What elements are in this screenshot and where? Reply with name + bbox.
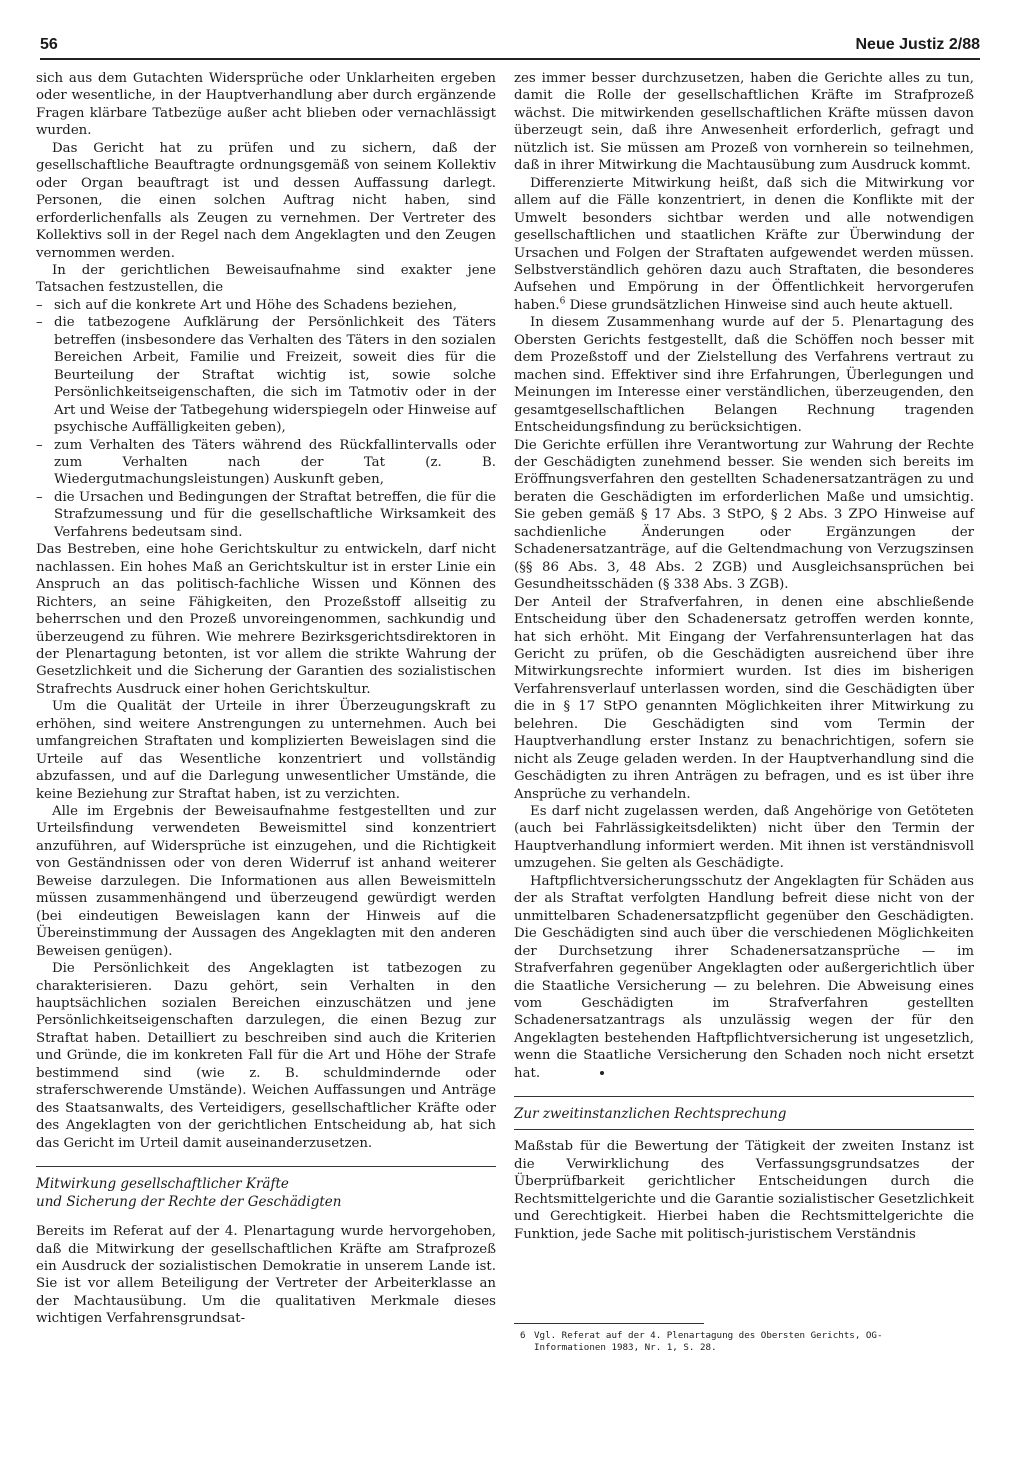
paragraph: Der Anteil der Strafverfahren, in denen eine abschließende Entscheidung über den Schadenersatz getroffen werden konnte, hat sich erhöht. Mit Eingang der Verfahrensunterlagen hat das Gericht zu prüfen, ob die Geschädigten ausreichend über ihre Mitwirkungsrechte informiert wurden. Ist dies im bisherigen Verfahrensverlauf unterlassen worden, sind die Geschädigten über die in § 17 StPO genannten Möglichkeiten ihrer Mitwirkung zu belehren. Die Geschädigten sind vom Termin der Hauptverhandlung erster Instanz zu benachrichtigen, sofern sie nicht als Zeuge geladen werden. In der Hauptverhandlung sind die Geschädigten zu ihren Anträgen zu befragen, und es ist über ihre Ansprüche zu verhandeln. <box>514 594 974 802</box>
section-heading-line: Zur zweitinstanzlichen Rechtsprechung <box>514 1106 787 1123</box>
footnote <box>520 1330 980 1354</box>
paragraph: In diesem Zusammenhang wurde auf der 5. Plenartagung des Obersten Gerichts festgestellt, daß die Schöffen noch besser mit dem Prozeßstoff und der Zielstellung des Verfahrens vertraut zu machen sind. Effektiver sind ihre Erfahrungen, Überlegungen und Meinungen im Interesse einer verständlichen, überzeugenden, den gesamtgesellschaftlichen Belangen Rechnung tragenden Entscheidungsfindung zu berücksichtigen. <box>514 315 974 436</box>
paragraph: Die Persönlichkeit des Angeklagten ist tatbezogen zu charakterisieren. Dazu gehört, sein Verhalten in den hauptsächlichen sozialen Bereichen einzuschätzen und jene Persönlichkeitseigenschaften darzulegen, die einen Bezug zur Straftat haben. Detailliert zu beschreiben sind auch die Kriterien und Gründe, die im konkreten Fall für die Art und Höhe der Strafe bestimmend sind (wie z. B. schuldmindernde oder straferschwerende Umstände). Weichen Auffassungen und Anträge des Staatsanwalts, des Verteidigers, gesellschaftlicher Kräfte oder des Angeklagten von der gerichtlichen Entscheidung ab, hat sich das Gericht im Urteil damit auseinanderzusetzen. <box>36 961 496 1151</box>
paragraph: Es darf nicht zugelassen werden, daß Angehörige von Getöteten (auch bei Fahrlässigkeitsdelikten) nicht über den Termin der Hauptverhandlung informiert werden. Mit ihnen ist verständnisvoll umzugehen. Sie gelten als Geschädigte. <box>514 804 974 872</box>
list-item: – die Ursachen und Bedingungen der Straftat betreffen, die für die Strafzumessung und für die gesellschaftliche Wirksamkeit des Verfahrens bedeutsam sind. <box>36 489 496 541</box>
ornament-dot <box>600 1071 604 1075</box>
footnote-divider <box>514 1323 704 1324</box>
paragraph: Um die Qualität der Urteile in ihrer Überzeugungskraft zu erhöhen, sind weitere Anstrengungen zu unternehmen. Auch bei umfangreichen Straftaten und komplizierten Beweislagen sind die Urteile auf das Wesentliche konzentriert und vollständig abzufassen, und auf die Darlegung unwesentlicher Umstände, die keine Beziehung zur Straftat haben, ist zu verzichten. <box>36 699 496 802</box>
paragraph: zes immer besser durchzusetzen, haben die Gerichte alles zu tun, damit die Rolle der gesellschaftlichen Kräfte im Strafprozeß wächst. Die mitwirkenden gesellschaftlichen Kräfte müssen davon überzeugt sein, daß ihre Anwesenheit erforderlich, gefragt und nützlich ist. Sie müssen am Prozeß von vornherein so teilnehmen, daß in ihrer Mitwirkung die Machtausübung zum Ausdruck kommt. <box>514 71 974 174</box>
paragraph-text: Diese grundsätzlichen Hinweise sind auch heute aktuell. <box>565 297 953 313</box>
paragraph: Die Gerichte erfüllen ihre Verantwortung zur Wahrung der Rechte der Geschädigten zunehmend besser. Sie wenden sich bereits im Eröffnungsverfahren den gestellten Schadenersatzanträgen zu und beraten die Geschädigten im erforderlichen Maße und umsichtig. Sie geben gemäß § 17 Abs. 3 StPO, § 2 Abs. 3 ZPO Hinweise auf sachdienliche Änderungen oder Ergänzungen der Schadenersatzanträge, auf die Geltendmachung von Verzugszinsen (§§ 86 Abs. 3, 48 Abs. 2 ZGB) und Ausgleichsansprüchen bei Gesundheitsschäden (§ 338 Abs. 3 ZGB). <box>514 437 974 593</box>
paragraph: sich aus dem Gutachten Widersprüche oder Unklarheiten ergeben oder wesentliche, in der Hauptverhandlung aber durch ergänzende Fragen klärbare Tatbezüge außer acht blieben oder vernachlässigt wurden. <box>36 71 496 139</box>
section-divider <box>514 1129 974 1130</box>
section-heading-line: Mitwirkung gesellschaftlicher Kräfte <box>36 1176 289 1193</box>
paragraph: Alle im Ergebnis der Beweisaufnahme festgestellten und zur Urteilsfindung verwendeten Beweismittel sind konzentriert anzuführen, auf Widersprüche ist einzugehen, und die Richtigkeit von Geständnissen oder von deren Widerruf ist anhand weiterer Beweise darzulegen. Die Informationen aus allen Beweismitteln müssen zusammenhängend und überzeugend gewürdigt werden (bei eindeutigen Beweislagen kann der Hinweis auf die Übereinstimmung der Aussagen des Angeklagten mit den anderen Beweisen genügen). <box>36 804 496 959</box>
page-number: 56 <box>40 36 58 53</box>
footnote-text: Vgl. Referat auf der 4. Plenartagung des Obersten Gerichts, OG- <box>534 1330 883 1341</box>
paragraph <box>514 175 974 315</box>
section-heading-line: und Sicherung der Rechte der Geschädigten <box>36 1194 342 1211</box>
paragraph: Bereits im Referat auf der 4. Plenartagung wurde hervorgehoben, daß die Mitwirkung der gesellschaftlichen Kräfte am Strafprozeß ein Ausdruck der sozialistischen Demokratie in unserem Lande ist. Sie ist vor allem Beteiligung der Vertreter der Arbeiterklasse an der Machtausübung. Um die qualitativen Merkmale dieses wichtigen Verfahrensgrundsat- <box>36 1224 496 1327</box>
paragraph-text: Haftpflichtversicherungsschutz der Angeklagten für Schäden aus der als Straftat verfolgten Handlung befreit diese nicht von der unmittelbaren Schadenersatzpflicht gegenüber den Geschädigten. Die Geschädigten sind auch über die verschiedenen Möglichkeiten der Durchsetzung ihrer Schadenersatzansprüche — im Strafverfahren gegenüber Angeklagten oder außergerichtlich über die Staatliche Versicherung — zu belehren. Die Abweisung eines vom Geschädigten im Strafverfahren gestellten Schadenersatzantrags als unzulässig wegen der für den Angeklagten bestehenden Haftpflichtversicherung ist ungesetzlich, wenn die Staatliche Versicherung den Schaden noch nicht ersetzt hat. <box>514 873 974 1081</box>
footnote-number: 6 <box>520 1330 526 1341</box>
paragraph: Das Gericht hat zu prüfen und zu sichern, daß der gesellschaftliche Beauftragte ordnungsgemäß von seinem Kollektiv oder Organ beauftragt ist und dessen Auffassung darlegt. Personen, die einen solchen Auftrag nicht haben, sind erforderlichenfalls als Zeugen zu vernehmen. Der Vertreter des Kollektivs soll in der Regel nach dem Angeklagten und den Zeugen vernommen werden. <box>36 140 496 261</box>
footnote-text: Informationen 1983, Nr. 1, S. 28. <box>534 1342 717 1353</box>
footnote-ref: 6 <box>559 296 566 307</box>
section-heading <box>514 1105 974 1123</box>
section-divider <box>514 1096 974 1097</box>
right-column <box>514 70 974 1243</box>
paragraph-text: Differenzierte Mitwirkung heißt, daß sich die Mitwirkung vor allem auf die Fälle konzentriert, in denen die Konflikte mit der Umwelt besonders sichtbar werden und alle notwendigen gesellschaftlichen und staatlichen Kräfte zur Überwindung der Ursachen und Folgen der Straftaten aufgewendet werden müssen. Selbstverständlich gehören dazu auch Straftaten, die besonderes Aufsehen und Empörung in der Öffentlichkeit hervorgerufen haben. <box>514 175 974 313</box>
left-column <box>36 70 496 1328</box>
paragraph <box>514 873 974 1082</box>
paragraph: Das Bestreben, eine hohe Gerichtskultur zu entwickeln, darf nicht nachlassen. Ein hohes Maß an Gerichtskultur ist in erster Linie ein Anspruch an das politisch-fachliche Wissen und Können des Richters, an seine Fähigkeiten, den Prozeßstoff allseitig zu beherrschen und den Prozeß unvoreingenommen, sachkundig und überzeugend zu führen. Wie mehrere Bezirksgerichtsdirektoren in der Plenartagung betonten, ist vor allem die strikte Wahrung der Gesetzlichkeit und die Sicherung der Garantien des sozialistischen Strafrechts Ausdruck einer hohen Gerichtskultur. <box>36 542 496 697</box>
list-item: – zum Verhalten des Täters während des Rückfallintervalls oder zum Verhalten nach der Tat (z. B. Wiedergutmachungsleistungen) Auskunft geben, <box>36 437 496 489</box>
paragraph: Maßstab für die Bewertung der Tätigkeit der zweiten Instanz ist die Verwirklichung des Verfassungsgrundsatzes der Überprüfbarkeit gerichtlicher Entscheidungen durch die Rechtsmittelgerichte und die Garantie sozialistischer Gesetzlichkeit und Gerechtigkeit. Hierbei haben die Rechtsmittelgerichte die Funktion, jede Sache mit politisch-juristischem Verständnis <box>514 1139 974 1242</box>
section-divider <box>36 1166 496 1167</box>
list-item: – die tatbezogene Aufklärung der Persönlichkeit des Täters betreffen (insbesondere das Verhalten des Täters in den sozialen Bereichen Arbeit, Familie und Freizeit, soweit dies für die Beurteilung der Straftat wichtig ist, sowie solche Persönlichkeitseigenschaften, die sich im Tatmotiv oder in der Art und Weise der Tatbegehung widerspiegeln oder Hinweise auf psychische Auffälligkeiten geben), <box>36 314 496 436</box>
page-header <box>40 36 980 60</box>
journal-title: Neue Justiz 2/88 <box>855 36 980 53</box>
footnote-line <box>520 1330 980 1342</box>
paragraph: In der gerichtlichen Beweisaufnahme sind exakter jene Tatsachen festzustellen, die <box>36 262 496 296</box>
list-item: – sich auf die konkrete Art und Höhe des Schadens beziehen, <box>36 297 496 314</box>
section-heading <box>36 1175 496 1211</box>
